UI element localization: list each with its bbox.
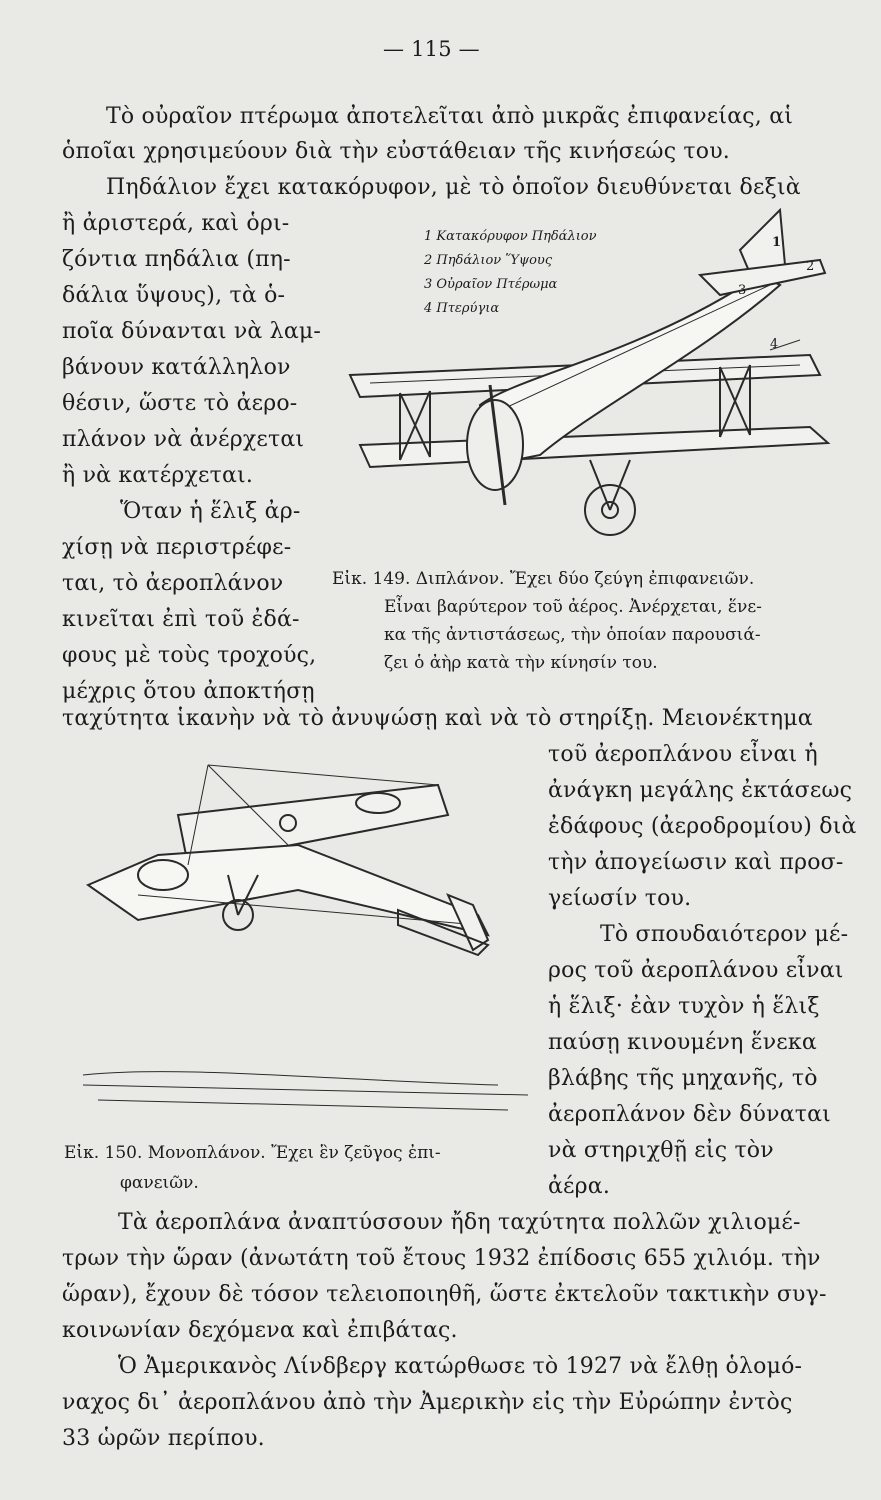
figure-label: 3 Οὐραῖον Πτέρωμα (424, 277, 558, 292)
text-line: ται, τὸ ἀεροπλάνον (62, 571, 284, 596)
text-line: ἢ ἀριστερά, καὶ ὁρι- (62, 211, 290, 236)
text-line: τρων τὴν ὥραν (ἀνωτάτη τοῦ ἔτους 1932 ἐπίδοσις 655 χιλιόμ. τὴν (62, 1246, 821, 1271)
biplane-illustration (340, 205, 840, 545)
figure-caption: Εἰκ. 149. Διπλάνον. Ἔχει δύο ζεύγη ἐπιφανειῶν. (332, 569, 755, 589)
figure-label: 1 Κατακόρυφον Πηδάλιον (424, 229, 597, 244)
text-line: Τὸ σπουδαιότερον μέ- (600, 922, 849, 947)
text-line: παύσῃ κινουμένη ἕνεκα (548, 1030, 817, 1055)
text-line: νὰ στηριχθῇ εἰς τὸν (548, 1138, 774, 1163)
text-line: φους μὲ τοὺς τροχούς, (62, 643, 317, 668)
text-line: βάνουν κατάλληλον (62, 355, 291, 380)
figure-caption: κα τῆς ἀντιστάσεως, τὴν ὁποίαν παρουσιά- (384, 625, 761, 645)
figure-number: 1 (772, 235, 782, 250)
text-line: Τὰ ἀεροπλάνα ἀναπτύσσουν ἤδη ταχύτητα πολλῶν χιλιομέ- (118, 1210, 801, 1235)
text-line: βλάβης τῆς μηχανῆς, τὸ (548, 1066, 818, 1091)
text-line: Ὁ Ἀμερικανὸς Λίνδβεργ κατώρθωσε τὸ 1927 νὰ ἔλθῃ ὁλομό- (118, 1354, 803, 1379)
text-line: ἡ ἕλιξ· ἐὰν τυχὸν ἡ ἕλιξ (548, 994, 820, 1019)
text-line: ἀέρα. (548, 1174, 611, 1199)
figure-caption: Εἶναι βαρύτερον τοῦ ἀέρος. Ἀνέρχεται, ἕνε- (384, 597, 762, 617)
text-line: χίσῃ νὰ περιστρέφε- (62, 535, 292, 560)
text-line: τοῦ ἀεροπλάνου εἶναι ἡ (548, 742, 818, 767)
text-line: γείωσίν του. (548, 886, 692, 911)
text-line: τὴν ἀπογείωσιν καὶ προσ- (548, 850, 844, 875)
text-line: ποῖα δύνανται νὰ λαμ- (62, 319, 322, 344)
text-line: 33 ὡρῶν περίπου. (62, 1426, 265, 1451)
text-line: ἀνάγκη μεγάλης ἐκτάσεως (548, 778, 853, 803)
figure-number: 4 (770, 337, 779, 352)
figure-label: 2 Πηδάλιον Ὕψους (424, 253, 553, 268)
text-line: Πηδάλιον ἔχει κατακόρυφον, μὲ τὸ ὁποῖον διευθύνεται δεξιὰ (106, 175, 801, 200)
text-line: ἐδάφους (ἀεροδρομίου) διὰ (548, 814, 857, 839)
text-line: δάλια ὕψους), τὰ ὁ- (62, 283, 286, 308)
monoplane-illustration (78, 755, 538, 1115)
text-line: κινεῖται ἐπὶ τοῦ ἐδά- (62, 607, 300, 632)
text-line: ναχος δι᾿ ἀεροπλάνου ἀπὸ τὴν Ἀμερικὴν εἰς τὴν Εὐρώπην ἐντὸς (62, 1390, 793, 1415)
text-line: ὥραν), ἔχουν δὲ τόσον τελειοποιηθῆ, ὥστε ἐκτελοῦν τακτικὴν συγ- (62, 1282, 827, 1307)
figure-caption: ζει ὁ ἀὴρ κατὰ τὴν κίνησίν του. (384, 653, 658, 673)
figure-caption: Εἰκ. 150. Μονοπλάνον. Ἔχει ἓν ζεῦγος ἐπι- (64, 1143, 441, 1163)
text-line: ζόντια πηδάλια (πη- (62, 247, 291, 272)
text-line: μέχρις ὅτου ἀποκτήσῃ (62, 679, 315, 704)
text-line: πλάνον νὰ ἀνέρχεται (62, 427, 305, 452)
text-line: ὁποῖαι χρησιμεύουν διὰ τὴν εὐστάθειαν τῆς κινήσεώς του. (62, 139, 730, 164)
text-line: κοινωνίαν δεχόμενα καὶ ἐπιβάτας. (62, 1318, 458, 1343)
figure-label: 4 Πτερύγια (424, 301, 500, 316)
page-number: — 115 — (383, 37, 480, 61)
text-line: Τὸ οὐραῖον πτέρωμα ἀποτελεῖται ἀπὸ μικρᾶς ἐπιφανείας, αἱ (106, 104, 794, 129)
text-line: ἀεροπλάνον δὲν δύναται (548, 1102, 831, 1127)
text-line: ρος τοῦ ἀεροπλάνου εἶναι (548, 958, 844, 983)
text-line: Ὅταν ἡ ἕλιξ ἀρ- (120, 499, 301, 524)
figure-number: 2 (806, 259, 815, 274)
text-line: ταχύτητα ἱκανὴν νὰ τὸ ἀνυψώσῃ καὶ νὰ τὸ στηρίξῃ. Μειονέκτημα (62, 706, 813, 731)
text-line: ἢ νὰ κατέρχεται. (62, 463, 254, 488)
figure-caption: φανειῶν. (120, 1173, 199, 1193)
figure-number: 3 (738, 283, 747, 298)
text-line: θέσιν, ὥστε τὸ ἀερο- (62, 391, 298, 416)
